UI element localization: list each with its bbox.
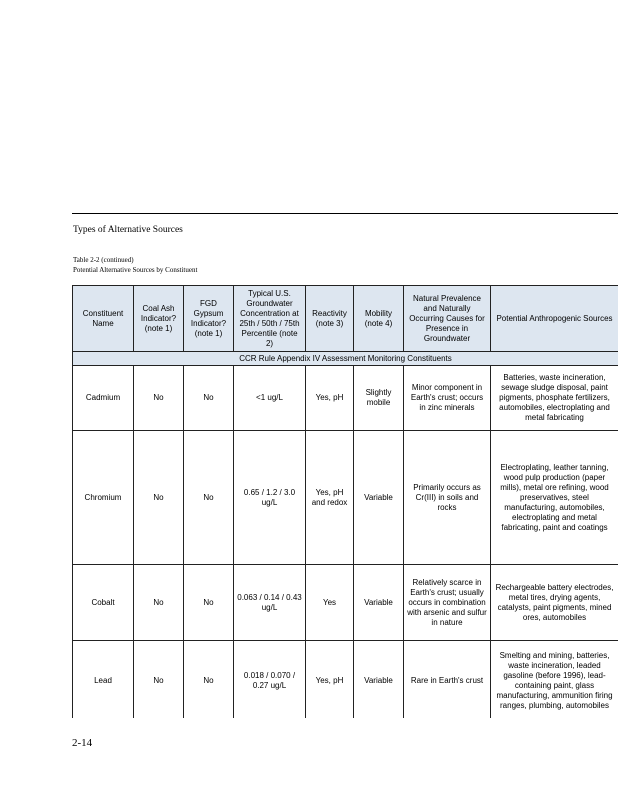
table-row xyxy=(73,565,618,641)
cell-concentration: 0.063 / 0.14 / 0.43 ug/L xyxy=(234,565,306,641)
cell-mobility: Variable xyxy=(354,431,404,565)
cell-fgd-gypsum: No xyxy=(184,641,234,721)
cell-reactivity: Yes xyxy=(306,565,354,641)
cell-mobility: Variable xyxy=(354,641,404,721)
section-rule xyxy=(72,213,618,214)
header-natural-prevalence: Natural Prevalence and Naturally Occurring Causes for Presence in Groundwater xyxy=(404,286,491,352)
cell-fgd-gypsum: No xyxy=(184,431,234,565)
cell-natural-prevalence: Minor component in Earth's crust; occurs in zinc minerals xyxy=(404,366,491,431)
cell-reactivity: Yes, pH xyxy=(306,366,354,431)
header-mobility: Mobility (note 4) xyxy=(354,286,404,352)
cell-natural-prevalence: Primarily occurs as Cr(III) in soils and rocks xyxy=(404,431,491,565)
cell-coal-ash: No xyxy=(134,641,184,721)
cell-coal-ash: No xyxy=(134,366,184,431)
table-row xyxy=(73,641,618,721)
cell-constituent: Chromium xyxy=(73,431,134,565)
header-fgd-gypsum-indicator: FGD Gypsum Indicator? (note 1) xyxy=(184,286,234,352)
cell-constituent: Cadmium xyxy=(73,366,134,431)
table-caption-title: Potential Alternative Sources by Constituent xyxy=(73,266,198,274)
cell-constituent: Cobalt xyxy=(73,565,134,641)
table-header-row xyxy=(73,286,618,352)
header-coal-ash-indicator: Coal Ash Indicator? (note 1) xyxy=(134,286,184,352)
cell-coal-ash: No xyxy=(134,431,184,565)
page-number: 2-14 xyxy=(72,737,93,749)
cell-mobility: Variable xyxy=(354,565,404,641)
cell-reactivity: Yes, pH xyxy=(306,641,354,721)
cell-mobility: Slightly mobile xyxy=(354,366,404,431)
cell-natural-prevalence: Rare in Earth's crust xyxy=(404,641,491,721)
header-typical-concentration: Typical U.S. Groundwater Concentration at 25th / 50th / 75th Percentile (note 2) xyxy=(234,286,306,352)
cell-fgd-gypsum: No xyxy=(184,366,234,431)
header-reactivity: Reactivity (note 3) xyxy=(306,286,354,352)
cell-concentration: <1 ug/L xyxy=(234,366,306,431)
alternative-sources-table xyxy=(72,285,618,721)
cell-anthropogenic-sources: Smelting and mining, batteries, waste incineration, leaded gasoline (before 1996), lead-containing paint, glass manufacturing, ammunition firing ranges, plumbing, automobiles xyxy=(491,641,618,721)
cell-reactivity: Yes, pH and redox xyxy=(306,431,354,565)
table-subheader-row xyxy=(73,352,618,366)
cell-natural-prevalence: Relatively scarce in Earth's crust; usually occurs in combination with arsenic and sulfur in nature xyxy=(404,565,491,641)
table-subheader: CCR Rule Appendix IV Assessment Monitoring Constituents xyxy=(73,352,618,366)
page-footer-area xyxy=(72,718,618,800)
cell-concentration: 0.018 / 0.070 / 0.27 ug/L xyxy=(234,641,306,721)
cell-anthropogenic-sources: Batteries, waste incineration, sewage sludge disposal, paint pigments, phosphate fertilizers, automobiles, electroplating and metal fabricating xyxy=(491,366,618,431)
table-row xyxy=(73,431,618,565)
section-title: Types of Alternative Sources xyxy=(73,225,183,235)
cell-coal-ash: No xyxy=(134,565,184,641)
cell-concentration: 0.65 / 1.2 / 3.0 ug/L xyxy=(234,431,306,565)
table-row xyxy=(73,366,618,431)
header-constituent-name: Constituent Name xyxy=(73,286,134,352)
cell-anthropogenic-sources: Electroplating, leather tanning, wood pulp production (paper mills), metal ore refining, wood preservatives, steel manufacturing, automobiles, electroplating and metal fabricating, paint and coatings xyxy=(491,431,618,565)
table-caption-continued: Table 2-2 (continued) xyxy=(73,256,134,264)
cell-constituent: Lead xyxy=(73,641,134,721)
cell-anthropogenic-sources: Rechargeable battery electrodes, metal tires, drying agents, catalysts, paint pigments, mined ores, automobiles xyxy=(491,565,618,641)
header-anthropogenic-sources: Potential Anthropogenic Sources xyxy=(491,286,618,352)
cell-fgd-gypsum: No xyxy=(184,565,234,641)
